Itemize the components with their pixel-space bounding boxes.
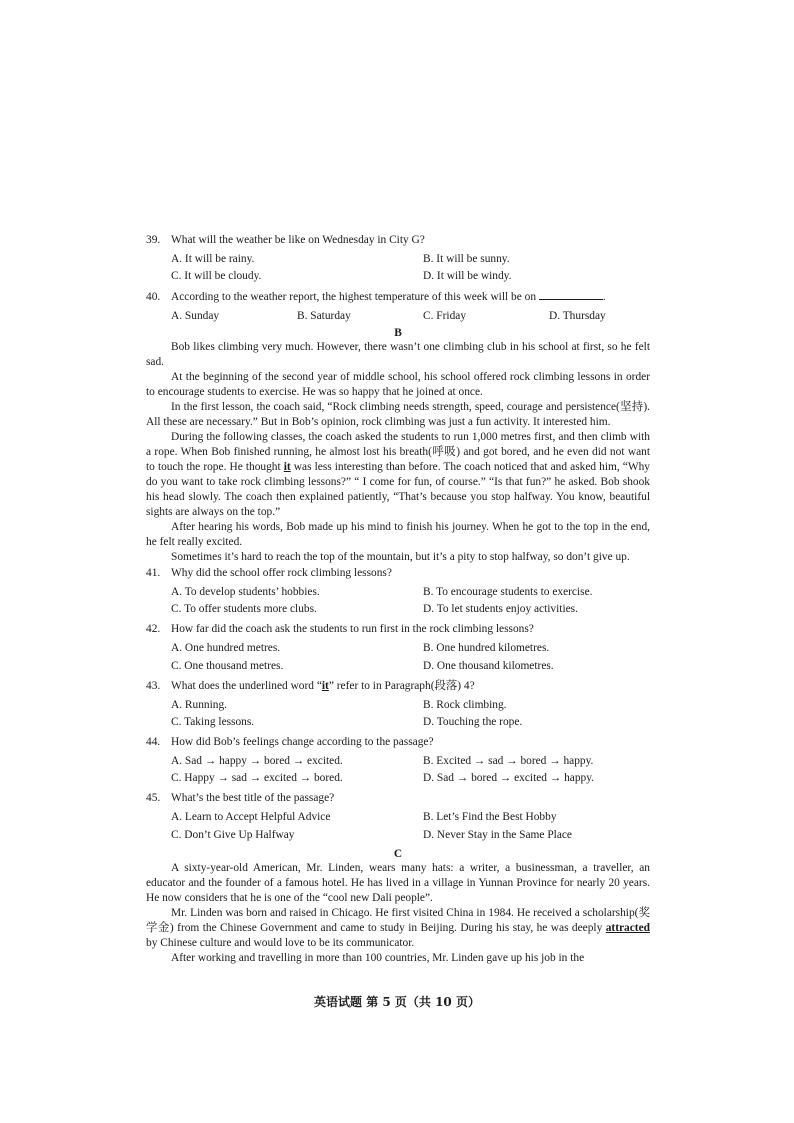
option-d: D. It will be windy. <box>423 270 512 283</box>
question-43 <box>146 678 650 694</box>
option-c: C. Happy → sad → excited → bored. <box>171 772 343 785</box>
question-text: ” refer to in Paragraph(段落) 4? <box>328 679 475 692</box>
question-number: 44. <box>146 736 161 749</box>
passage-c-paragraph-1: A sixty-year-old American, Mr. Linden, wears many hats: a writer, a businessman, a traveller, an educator and the founder of a famous hotel. He has lived in a village in Yunnan Province for nearly 20 years. He now considers that he is one of the “cool new Dali people”. <box>146 861 650 904</box>
passage-c-paragraph-3: After working and travelling in more than 100 countries, Mr. Linden gave up his job in the <box>171 951 585 964</box>
question-text: According to the weather report, the highest temperature of this week will be on <box>171 291 537 304</box>
passage-b-paragraph-6: Sometimes it’s hard to reach the top of the mountain, but it’s a pity to stop halfway, so don’t give up. <box>171 550 630 563</box>
question-number: 40. <box>146 291 161 304</box>
option-a: A. Learn to Accept Helpful Advice <box>171 811 331 824</box>
option-b: B. To encourage students to exercise. <box>423 585 593 598</box>
question-text: What does the underlined word “ <box>171 679 322 692</box>
section-b-heading: B <box>394 326 402 339</box>
question-text: How far did the coach ask the students to run first in the rock climbing lessons? <box>171 623 534 636</box>
passage-b-paragraph-3: In the first lesson, the coach said, “Rock climbing needs strength, speed, courage and persistence(坚持). All these are necessary.” But in Bob’s opinion, rock climbing was just a fun activity. It interested him. <box>146 400 650 428</box>
passage-b-paragraph-5: After hearing his words, Bob made up his mind to finish his journey. When he got to the top in the end, he felt really excited. <box>146 520 650 548</box>
option-d: D. To let students enjoy activities. <box>423 603 578 616</box>
option-d: D. One thousand kilometres. <box>423 659 554 672</box>
paragraph-text: was less interesting than before. The coach noticed that and asked him, “Why do you want to take rock climbing lessons?” “ I come for fun, of course.” “Is that fun?” he asked. Bob shook his head slowly. The coach then explained patiently, “That’s because you stop halfway. You know, beautiful sights are always on the top.” <box>146 460 651 518</box>
option-a: A. Sad → happy → bored → excited. <box>171 754 343 767</box>
options-45 <box>146 809 650 844</box>
question-44 <box>146 734 650 750</box>
option-c: C. Friday <box>423 310 467 323</box>
question-text: What’s the best title of the passage? <box>171 792 335 805</box>
page-footer: 英语试题 第 5 页（共 10 页） <box>314 995 480 1009</box>
answer-blank <box>539 288 603 300</box>
options-40 <box>146 308 650 326</box>
option-b: B. Saturday <box>297 310 351 323</box>
question-40 <box>146 288 650 305</box>
options-39 <box>146 251 650 286</box>
passage-c-paragraph-2 <box>146 906 650 951</box>
option-c: C. To offer students more clubs. <box>171 603 317 616</box>
underlined-word-it: it <box>283 460 291 473</box>
option-d: D. Sad → bored → excited → happy. <box>423 772 595 785</box>
option-c: C. Taking lessons. <box>171 716 255 729</box>
passage-b-paragraph-2: At the beginning of the second year of middle school, his school offered rock climbing lessons in order to encourage students to exercise. He was so happy that he joined at once. <box>146 370 650 398</box>
option-b: B. It will be sunny. <box>423 252 510 265</box>
option-b: B. One hundred kilometres. <box>423 642 550 655</box>
passage-b-paragraph-4 <box>146 430 650 520</box>
option-a: A. To develop students’ hobbies. <box>171 585 320 598</box>
options-44 <box>146 753 650 788</box>
question-41 <box>146 565 650 581</box>
option-a: A. Sunday <box>171 310 220 323</box>
exam-page <box>146 232 650 966</box>
option-a: A. It will be rainy. <box>171 252 255 265</box>
question-42 <box>146 621 650 637</box>
question-number: 41. <box>146 566 161 579</box>
question-number: 45. <box>146 792 161 805</box>
question-45 <box>146 790 650 806</box>
question-number: 39. <box>146 234 161 246</box>
option-b: B. Let’s Find the Best Hobby <box>423 811 557 824</box>
section-c-heading: C <box>393 847 403 860</box>
underlined-word-attracted: attracted <box>605 921 650 934</box>
question-text: What will the weather be like on Wednesday in City G? <box>171 234 425 246</box>
passage-b-paragraph-1: Bob likes climbing very much. However, there wasn’t one climbing club in his school at first, so he felt sad. <box>146 340 650 368</box>
option-d: D. Never Stay in the Same Place <box>423 828 572 841</box>
paragraph-text: During the following classes, the coach asked the students to run 1,000 metres first, and then climb with a rope. When Bob finished running, he almost lost his breath(呼吸) and got bored, and he even did not want to touch the rope. He thought <box>146 430 650 473</box>
paragraph-text: Mr. Linden was born and raised in Chicago. He first visited China in 1984. He received a scholarship(奖学金) from the Chinese Government and came to study in Beijing. During his stay, he was deeply <box>146 906 650 934</box>
option-c: C. It will be cloudy. <box>171 270 262 283</box>
question-text: Why did the school offer rock climbing lessons? <box>171 566 392 579</box>
options-42 <box>146 640 650 675</box>
option-b: B. Excited → sad → bored → happy. <box>423 754 594 767</box>
underlined-word-it: it <box>321 679 329 692</box>
question-text: How did Bob’s feelings change according to the passage? <box>171 736 434 749</box>
option-c: C. Don’t Give Up Halfway <box>171 828 295 841</box>
option-d: D. Thursday <box>549 310 606 323</box>
options-43 <box>146 697 650 732</box>
paragraph-text: by Chinese culture and would love to be its communicator. <box>146 936 415 949</box>
option-b: B. Rock climbing. <box>423 698 507 711</box>
question-number: 43. <box>146 679 161 692</box>
question-number: 42. <box>146 623 161 636</box>
options-41 <box>146 584 650 619</box>
question-tail: . <box>602 291 606 304</box>
option-d: D. Touching the rope. <box>423 716 523 729</box>
option-a: A. One hundred metres. <box>171 642 281 655</box>
question-39 <box>146 232 650 248</box>
option-a: A. Running. <box>171 698 228 711</box>
option-c: C. One thousand metres. <box>171 659 284 672</box>
